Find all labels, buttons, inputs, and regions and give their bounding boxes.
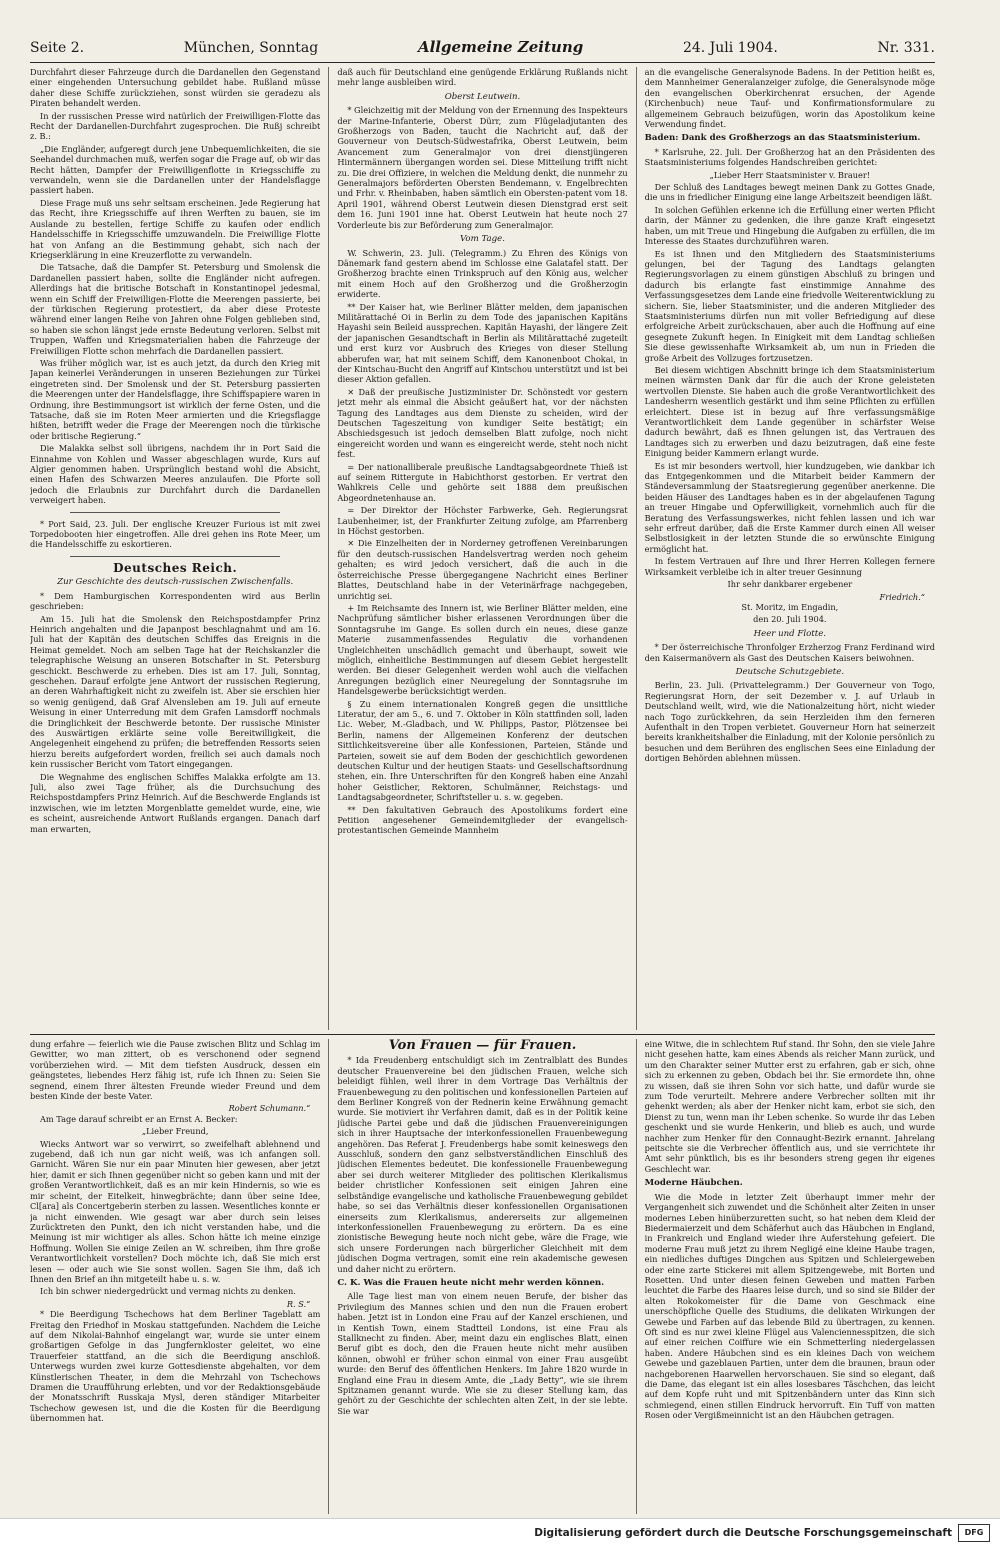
paragraph: In der russischen Presse wird natürlich der Freiwilligen-Flotte das Recht der Dardanellen-Durchfahrt zugesprochen. Die Rußj schreibt z. B.: (30, 110, 321, 142)
column-rule (328, 1039, 329, 1514)
letter-salutation: „Lieber Herr Staatsminister v. Brauer! (709, 169, 871, 180)
column-rule (636, 67, 637, 1030)
paragraph: ** Der Kaiser hat, wie Berliner Blätter melden, dem japanischen Militärattaché Oi in Berlin zu dem Tode des japanischen Kapitäns Hayashi sein Beileid aussprechen. Kapitän Hayashi, der längere Zeit der japanischen Gesandtschaft in Berlin als Militärattaché zugeteilt und erst kurz vor Ausbruch des Krieges von dieser Stellung abberufen war, hat mit seinem Schiff, dem Kanonenboot Chokai, in der Kintschau-Bucht den Angriff auf Kintschou unterstützt und ist bei dieser Aktion gefallen. (337, 301, 628, 385)
article-heading: Vom Tage. (460, 234, 505, 245)
article-heading: Oberst Leutwein. (444, 91, 521, 102)
place-date: München, Sonntag (183, 40, 319, 56)
paragraph: eine Witwe, die in schlechtem Ruf stand. Ihr Sohn, den sie viele Jahre nicht gesehen hatte, kam eines Abends als reicher Mann zurück, und um den Charakter seiner Mutter erst zu erfahren, gab er sich, ohne sich zu erkennen zu geben, Obdach bei ihr. Sie ermordete ihn, ohne zu wissen, daß sie ihren Sohn vor sich hatte, und dafür wurde sie zum Tode verurteilt. Mehrere andere Verbrecher sollten mit ihr gehenkt werden; als aber der Henker nicht kam, erbot sie sich, den Dienst zu tun, wenn man ihr Leben schenke. So wurde ihr das Leben geschenkt und sie wurde Henkerin, und blieb es auch, und wurde nachher zum Henker für den Connaught-Bezirk ernannt. Jahrelang peitschte sie die Verbrecher öffentlich aus, und sie verrichtete ihr Amt sehr pünktlich, bis es ihr besonders streng gegen ihr eigenes Geschlecht war. (644, 1039, 935, 1174)
divider (70, 556, 280, 557)
divider (70, 512, 280, 513)
letter-place: St. Moritz, im Engadin, (741, 601, 839, 612)
paragraph: Am 15. Juli hat die Smolensk den Reichspostdampfer Prinz Heinrich angehalten und die Japanpost beschlagnahmt und am 16. Juli hat der Kapitän des deutschen Schiffes das Ereignis in die Heimat gemeldet. Noch am selben Tage hat der Reichskanzler die telegraphische Weisung an unseren Botschafter in St. Petersburg geschickt. Beschwerde zu erheben. Dies ist am 17. Juli, Sonntag, geschehen. Darauf erfolgte jene Antwort der russischen Regierung, an deren Wahrhaftigkeit nicht zu zweifeln ist. Aber sie erschien hier so wenig genügend, daß Graf Alvensleben am 19. Juli auf erneute Weisung in einer Unterredung mit dem Grafen Lamsdorff nochmals die Dringlichkeit der Beschwerde betonte. Der russische Minister des Auswärtigen erklärte seine volle Bereitwilligkeit, die Angelegenheit eingehend zu prüfen; die betreffenden Ressorts seien hierzu bereits aufgefordert worden, freilich sei auch damals noch kein russischer Bericht vom Tatort eingegangen. (30, 613, 321, 770)
column-1 (30, 67, 320, 1030)
paragraph: Durchfahrt dieser Fahrzeuge durch die Dardanellen den Gegenstand einer eingehenden Untersuchung gebildet habe. Rußland müsse daher diese Schiffe zurückziehen, sonst würden sie geradezu als Piraten behandelt werden. (30, 67, 321, 109)
letter-closing: Ihr sehr dankbarer ergebener (727, 579, 853, 590)
paragraph: daß auch für Deutschland eine genügende Erklärung Rußlands nicht mehr lange ausbleiben wird. (337, 67, 628, 88)
paragraph: Diese Frage muß uns sehr seltsam erscheinen. Jede Regierung hat das Recht, ihre Kriegsschiffe auf ihren Werften zu bauen, sie im Auslande zu bestellen, fertige Schiffe zu kaufen oder endlich Handelsschiffe in Kriegsschiffe umzuwandeln. Die Freiwillige Flotte hat von Anfang an die Bestimmung gehabt, sich nach der Kriegserklärung in eine Kreuzerflotte zu verwandeln. (30, 197, 321, 260)
issue-number: Nr. 331. (877, 40, 935, 56)
newspaper-page (30, 38, 935, 1508)
paragraph: = Der nationalliberale preußische Landtagsabgeordnete Thieß ist auf seinem Rittergute in Habichthorst gestorben. Er vertrat den Wahlkreis Celle und gehörte seit 1888 dem preußischen Abgeordnetenhause an. (337, 461, 628, 503)
paragraph: Es ist mir besonders wertvoll, hier kundzugeben, wie dankbar ich das Entgegenkommen und die Mitarbeit beider Kammern der Ständeversammlung der Staatsregierung gegenüber anerkenne. Die beiden Häuser des Landtages haben es in der abgelaufenen Tagung an treuer Hingabe und Opferwilligkeit, vornehmlich auch für die Beratung des Verfassungswerkes, nicht fehlen lassen und ich war sehr erfreut darüber, daß die Erste Kammer durch einen All weiser Selbstlosigkeit in der letzten Stunde die so erwünschte Einigung ermöglicht hat. (644, 460, 935, 554)
feuilleton-column-2 (337, 1039, 627, 1514)
paragraph: In solchen Gefühlen erkenne ich die Erfüllung einer werten Pflicht darin, der Männer zu gedenken, die ihre ganze Kraft eingesetzt haben, um mit Treue und Hingebung die Aufgaben zu erfüllen, die im Interesse des Staates durchzuführen waren. (644, 204, 935, 247)
paragraph: = Der Direktor der Höchster Farbwerke, Geh. Regierungsrat Laubenheimer, ist, der Frankfurter Zeitung zufolge, am Pfarrenberg in Höchst gestorben. (337, 505, 628, 537)
paragraph: Die Wegnahme des englischen Schiffes Malakka erfolgte am 13. Juli, also zwei Tage früher, als die Durchsuchung des Reichspostdampfers Prinz Heinrich. Auf die Beschwerde Englands ist inzwischen, wie im letzten Morgenblatte gemeldet wurde, eine, wie es scheint, ausreichende Antwort Rußlands ergangen. Danach darf man erwarten, (30, 771, 321, 834)
paragraph: Berlin, 23. Juli. (Privattelegramm.) Der Gouverneur von Togo, Regierungsrat Horn, der seit Dezember v. J. auf Urlaub in Deutschland weilt, wird, wie die Nationalzeitung hört, nicht wieder nach Togo zurückkehren, da sein Herzleiden ihm den ferneren Aufenthalt in den Tropen verbietet. Gouverneur Horn hat seinerzeit bereits krankheitshalber die Einladung, mit der Kolonie persönlich zu besuchen und dem Berühren des englischen Sees eine Einladung der dortigen Behörden ablehnen müssen. (644, 680, 935, 764)
paragraph: Was früher möglich war, ist es auch jetzt, da durch den Krieg mit Japan keinerlei Veränderungen in unseren Beziehungen zur Türkei eingetreten sind. Der Smolensk und der St. Petersburg passierten die Meerengen unter der Handelsflagge, ihre Schiffspapiere waren in Ordnung, ihre Bestimmungsort ist wirklich der ferne Osten, und die Tatsache, daß sie im Roten Meer armierten und die Kriegsflagge hißten, betrifft weder die Frage der Meerengen noch die türkische oder britische Regierung.“ (30, 357, 321, 441)
page-number: Seite 2. (30, 40, 85, 56)
paragraph: * Ida Freudenberg entschuldigt sich im Zentralblatt des Bundes deutscher Frauenvereine bei den jüdischen Frauen, welche sich beleidigt fühlen, weil ihrer in dem Vortrage Das Verhältnis der Frauenbewegung zu den politischen und konfessionellen Parteien auf dem Berliner Kongreß von der Rednerin keine Erwähnung gemacht wurde. Sie motiviert ihr Verfahren damit, daß es in der Politik keine jüdische Partei gebe und daß die jüdischen Frauenvereinigungen sich in ihrer Hauptsache der interkonfessionellen Frauenbewegung angehören. Das Referat J. Freudenbergs habe somit keineswegs den Ausschluß, sondern den ganz selbstverständlichen Einschluß des jüdischen Elementes bedeutet. Die konfessionelle Frauenbewegung aber sei durch weiterer Mitglieder des politischen Klerikalismus beider christlicher Konfessionen seit einigen Jahren eine selbständige evangelische und katholische Frauenbewegung gebildet habe, so sei das Verhältnis dieser konfessionellen Organisationen einerseits zum Klerikalismus, andererseits zur allgemeinen interkonfessionellen Frauenbewegung zu erörtern. Da es eine zionistische Bewegung heute noch nicht gebe, wäre die Frage, wie sich unsere Forderungen nach bürgerlicher Gleichheit mit dem jüdischen Dogma vertragen, somit eine rein akademische gewesen und daher nicht zu erörtern. (337, 1055, 628, 1274)
feuilleton-column-3 (645, 1039, 935, 1514)
article-heading: Heer und Flotte. (753, 628, 827, 639)
article-heading: Moderne Häubchen. (644, 1178, 743, 1189)
paragraph: Die Tatsache, daß die Dampfer St. Petersburg und Smolensk die Dardanellen passiert haben, sollte die Engländer nicht aufregen. Allerdings hat die britische Botschaft in Konstantinopel jedesmal, wenn ein Schiff der Freiwilligen-Flotte die Meerengen passierte, bei der türkischen Regierung protestiert, da aber diese Proteste während einer langen Reihe von Jahren ohne Folgen geblieben sind, so haben sie schon längst jede ernste Bedeutung verloren. Selbst mit Truppen, Waffen und Kriegsmaterialien haben die Fahrzeuge der Freiwilligen Flotte schon mehrfach die Dardanellen passiert. (30, 262, 321, 356)
feuilleton-section (30, 1039, 935, 1514)
paragraph: W. Schwerin, 23. Juli. (Telegramm.) Zu Ehren des Königs von Dänemark fand gestern abend im Schlosse eine Galatafel statt. Der Großherzog brachte einen Trinkspruch auf den König aus, welcher mit einem Hoch auf den Großherzog und die Großherzogin erwiderte. (337, 247, 628, 300)
dfg-logo-icon: DFG (958, 1524, 990, 1542)
article-heading: C. K. Was die Frauen heute nicht mehr werden können. (337, 1277, 605, 1288)
signature: Friedrich.“ (879, 591, 925, 602)
paragraph: Alle Tage liest man von einem neuen Berufe, der bisher das Privilegium des Mannes schien und den nun die Frauen erobert haben. Jetzt ist in London eine Frau auf der Kanzel erschienen, und in Kentish Town, einem Stadtteil Londons, ist eine Frau als Stallknecht zu finden. Aber, meint dazu ein englisches Blatt, einen Beruf gibt es doch, den die Frauen heute nicht mehr ausüben können, obwohl er früher schon einmal von einer Frau ausgeübt wurde: den Beruf des öffentlichen Henkers. Im Jahre 1820 wurde in England eine Frau in diesem Amte, die „Lady Betty“, wie sie ihrem Spitznamen genannt wurde. Wie sie zu dieser Stellung kam, das gehört zu der Geschichte der schlechten alten Zeit, in der sie lebte. Sie war (337, 1291, 628, 1416)
paragraph: In festem Vertrauen auf Ihre und Ihrer Herren Kollegen fernere Wirksamkeit verbleibe ich in alter treuer Gesinnung (644, 556, 935, 577)
paragraph: ** Den fakultativen Gebrauch des Apostolikums fordert eine Petition angesehener Gemeindemitglieder der evangelisch-protestantischen Gemeinde Mannheim (337, 804, 628, 836)
letter-date: den 20. Juli 1904. (753, 614, 827, 625)
issue-date: 24. Juli 1904. (682, 40, 778, 56)
letter-salutation: „Lieber Freund, (141, 1126, 209, 1137)
paragraph: + Im Reichsamte des Innern ist, wie Berliner Blätter melden, eine Nachprüfung sämtlicher bisher erlassenen Verordnungen über die Sonntagsruhe im Gange. Es sollen durch ein neues, diese ganze Materie zusammenfassendes Regulativ die vorhandenen Ungleichheiten unschädlich gemacht und überhaupt, soweit wie möglich, einheitliche Bestimmungen auf diesem Gebiet hergestellt werden. Bei dieser Gelegenheit werden wohl auch die vielfachen Anregungen bezüglich einer Neuregelung der Sonntagsruhe im Handelsgewerbe berücksichtigt werden. (337, 602, 628, 697)
column-rule (328, 67, 329, 1030)
article-heading: Zur Geschichte des deutsch-russischen Zwischenfalls. (57, 577, 294, 588)
paragraph: Bei diesem wichtigen Abschnitt bringe ich dem Staatsministerium meinen wärmsten Dank dar für die auch der Krone geleisteten wertvollen Dienste. Sie haben auch die große Verantwortlichkeit des Landesherrn wesentlich gestärkt und ihm seine Pflichten zu erfüllen erleichtert. Diese ist in bezug auf Ihre verfassungsmäßige Verantwortlichkeit dem Lande gegenüber in schärfster Weise dadurch bewährt, daß es Ihnen gelungen ist, das Vertrauen des Landtages sich zu erwerben und dazu beizutragen, daß eine feste Einigung beider Kammern erlangt wurde. (644, 364, 935, 459)
paragraph: Wie die Mode in letzter Zeit überhaupt immer mehr der Vergangenheit sich zuwendet und die Schönheit alter Zeiten in unser modernes Leben hinüberzuretten sucht, so hat neben dem Kleid der Biedermaierzeit und dem Schäferhut auch das Häubchen in England, in Frankreich und England wieder ihre Auferstehung gefeiert. Die moderne Frau muß jetzt zu ihrem Negligé eine kleine Haube tragen, ein niedliches duftiges Dingchen aus Spitzen und Schleiergeweben oder eine zarte Stickerei mit allem Spitzengewebe, mit Borten und Rosetten. Und unter diesen feinen Geweben und matten Farben leuchtet die Farbe des Haares leise durch, und so sind sie Bilder der alten Rokokomeister für die Dame von Geschmack eine unerschöpfliche Quelle des Studiums, die delikaten Wirkungen der Gewebe und Farben auf das lebende Bild zu übertragen, zu kennen. Oft sind es nur zwei kleine Flügel aus Valenciennesspitzen, die sich auf einer reichen Coiffure wie ein Schmetterling niedergelassen haben. Andere Häubchen sind es ein kleines Dach von weichem Gewebe und gazeblauen Partien, unter dem die braunen, braun oder nachgeborenen Haarwellen hervorschauen. Sie sind so elegant, daß die Dame, das elegant ist ein alles losesbares Täschchen, das leicht auf dem Kopfe ruht und mit Spitzenbändern unter das Kinn sich schmiegend, einen stillen Eindruck hervorruft. Ein Tuff von matten Rosen oder Vergißmeinnicht ist an den Häubchen getragen. (644, 1191, 935, 1421)
page-header (30, 38, 935, 63)
feuilleton-rule (30, 1034, 935, 1035)
news-section (30, 67, 935, 1030)
article-heading: Baden: Dank des Großherzogs an das Staatsministerium. (644, 133, 921, 144)
paragraph: * Gleichzeitig mit der Meldung von der Ernennung des Inspekteurs der Marine-Infanterie, Oberst Dürr, zum Flügeladjutanten des Großherzogs von Baden, taucht die Nachricht auf, daß der Gouverneur von Deutsch-Südwestafrika, Oberst Leutwein, beim Avancement zum Generalmajor von drei dienstjüngeren Hintermännern übergangen worden sei. Diese Mitteilung trifft nicht zu. Die drei Offiziere, in welchen die Meldung denkt, die nunmehr zu Generalmajors beförderten Obersten Bendemann, v. Engelbrechten und Frhr. v. Rheinbaben, haben sämtlich ein Obersten-patent vom 18. April 1901, während Oberst Leutwein diesen Dienstgrad erst seit dem 16. Juni 1901 inne hat. Oberst Leutwein hat heute noch 27 Vorderleute bis zur Beförderung zum Generalmajor. (337, 105, 628, 230)
paragraph: § Zu einem internationalen Kongreß gegen die unsittliche Literatur, der am 5., 6. und 7. Oktober in Köln stattfinden soll, laden Lic. Weber, M.-Gladbach, und W. Philipps, Pastor, Plötzensee bei Berlin, namens der Allgemeinen Konferenz der deutschen Sittlichkeitsvereine über alle Konfessionen, Parteien, Stände und Parteien, soweit sie auf dem Boden der geschichtlich gewordenen deutschen Kultur und der heutigen Staats- und Gesellschaftsordnung stehen, ein. Ihre Unterschriften für den Kongreß haben eine Anzahl hoher Geistlicher, Rektoren, Schulmänner, Reichstags- und Landtagsabgeordneter, Schriftsteller u. s. w. gegeben. (337, 698, 628, 803)
paragraph: Am Tage darauf schreibt er an Ernst A. Becker: (40, 1113, 238, 1124)
paragraph: * Die Beerdigung Tschechows hat dem Berliner Tageblatt am Freitag den Friedhof in Moskau stattgefunden. Nachdem die Leiche auf dem Nikolai-Bahnhof eingelangt war, wurde sie unter einem großartigen Gefolge in das Jungfernkloster geleitet, wo eine Trauerfeier stattfand, an die sich die Beerdigung anschloß. Unterwegs wurden zwei kurze Gottesdienste abgehalten, vor dem Künstlerischen Theater, in dem die Mehrzahl von Tschechows Dramen die Uraufführung erlebten, und vor der Redaktionsgebäude der Monatsschrift Russkaja Mysl, deren ständiger Mitarbeiter Tschechow gewesen ist, und die die Kosten für die Beerdigung übernommen hat. (30, 1309, 321, 1424)
paragraph: Ich bin schwer niedergedrückt und vermag nichts zu denken. (40, 1286, 296, 1297)
feuilleton-column-1 (30, 1039, 320, 1514)
article-heading: Deutsche Schutzgebiete. (735, 666, 845, 677)
paragraph: Der Schluß des Landtages bewegt meinen Dank zu Gottes Gnade, die uns in friedlicher Einigung eine lange Arbeitszeit beendigen läßt. (644, 182, 935, 203)
funding-credit: Digitalisierung gefördert durch die Deutsche Forschungsgemeinschaft (534, 1526, 952, 1539)
paragraph: * Dem Hamburgischen Korrespondenten wird aus Berlin geschrieben: (30, 590, 321, 612)
signature: R. S.“ (286, 1298, 311, 1309)
signature: Robert Schumann.“ (228, 1103, 311, 1114)
paragraph: „Die Engländer, aufgeregt durch jene Unbequemlichkeiten, die sie Seehandel durchmachen muß, werfen sogar die Frage auf, ob wir das Recht hätten, Dampfer der Freiwilligenflotte in Kriegsschiffe zu verwandeln, wenn sie die Dardanellen unter der Handelsflagge passiert haben. (30, 143, 321, 196)
paragraph: * Der österreichische Thronfolger Erzherzog Franz Ferdinand wird den Kaisermanövern als Gast des Deutschen Kaisers beiwohnen. (644, 642, 935, 663)
paragraph: Die Malakka selbst soll übrigens, nachdem ihr in Port Said die Einnahme von Kohlen und Wasser abgeschlagen wurde, Kurs auf Algier genommen haben. Ursprünglich bestand wohl die Absicht, einen Hafen des Schwarzen Meeres anzulaufen. Die Pforte soll jedoch die Erlaubnis zur Durchfahrt durch die Dardanellen verweigert haben. (30, 443, 321, 506)
paragraph: Wiecks Antwort war so verwirrt, so zweifelhaft ablehnend und zugebend, daß ich nun gar nicht weiß, was ich anfangen soll. Garnicht. Wären Sie nur ein paar Minuten hier gewesen, aber jetzt hier, damit er sich Ihnen gegenüber nicht so geben kann und mit der großen Verantwortlichkeit, daß es an mir kein Hindernis, so wie es mir scheint, der Eitelkeit, hinwegbrächte; dann über seine Idee, Cl[ara] als Concertgeberin sterben zu lassen. Wesentliches konnte er ja nicht einwenden. Wie gesagt war aber durch sein leises Zurücktreten den Punkt, den ich nicht verstanden habe, und die Meinung ist mir wichtiger als alles. Schon hätte ich meine einzige Hoffnung. Wollen Sie einige Zeilen an W. schreiben, ihm Ihre große Verantwortlichkeit vorstellen? Doch möchte ich, daß Sie mich erst lesen — oder auch wie Sie sonst wollen. Sagen Sie ihm, daß ich Ihnen den Brief an ihn mitgeteilt habe u. s. w. (30, 1138, 321, 1284)
masthead: Allgemeine Zeitung (417, 38, 584, 56)
paragraph: ✕ Daß der preußische Justizminister Dr. Schönstedt vor gestern jetzt mehr als einmal die Absicht geäußert hat, vor der nächsten Tagung des Landtages aus dem Dienste zu scheiden, wird der Deutschen Tageszeitung von kundiger Seite bestätigt; ein Abschiedsgesuch ist jedoch demselben Blatt zufolge, noch nicht eingereicht worden und wann es eingereicht werde, steht noch nicht fest. (337, 386, 628, 460)
paragraph: * Port Said, 23. Juli. Der englische Kreuzer Furious ist mit zwei Torpedobooten hier eingetroffen. Alle drei gehen ins Rote Meer, um die Handelsschiffe zu eskortieren. (30, 518, 321, 550)
digitization-footer (0, 1518, 1000, 1546)
column-3 (645, 67, 935, 1030)
feuilleton-title: Von Frauen — für Frauen. (388, 1039, 577, 1053)
paragraph: an die evangelische Generalsynode Badens. In der Petition heißt es, dem Mannheimer Generalanzeiger zufolge, die Generalsynode möge den evangelischen Oberkirchenrat ersuchen, der Agende (Kirchenbuch) neue Tauf- und Konfirmationsformulare zu allgemeinem Gebrauch beizufügen, worin das Apostolikum keine Verwendung findet. (644, 67, 935, 130)
paragraph: Es ist Ihnen und den Mitgliedern des Staatsministeriums gelungen, bei der Tagung des Landtags gelangten Regierungsvorlagen zu einem günstigen Abschluß zu bringen und dadurch bis erlangte fast einstimmige Annahme des Verfassungsgesetzes dem Lande eine friedvolle Weiterentwicklung zu sichern. Sie, lieber Staatsminister, und die anderen Mitglieder des Staatsministeriums dürfen nun mit voller Befriedigung auf diese erfolgreiche Arbeit zurückschauen, aber auch die Hoffnung auf eine gesegnete Zukunft hegen. In Einigkeit mit dem Landtag schließen Sie diese gewissenhafte Wirksamkeit ab, um nun in Frieden die große Arbeit des Vollzuges fortzusetzen. (644, 248, 935, 363)
paragraph: * Karlsruhe, 22. Juli. Der Großherzog hat an den Präsidenten des Staatsministeriums folgendes Handschreiben gerichtet: (644, 146, 935, 168)
section-title: Deutsches Reich. (113, 560, 238, 575)
paragraph: ✕ Die Einzelheiten der in Norderney getroffenen Vereinbarungen für den deutsch-russischen Handelsvertrag werden noch geheim gehalten; es wird jedoch versichert, daß die auch in die österreichische Presse übergegangene Nachricht eines Berliner Blattes, Deutschland habe in der Veterinärfrage nachgegeben, unrichtig sei. (337, 538, 628, 601)
paragraph: dung erfahre — feierlich wie die Pause zwischen Blitz und Schlag im Gewitter, wo man zittert, ob es verschonend oder segnend vorüberziehen wird. — Mit dem tiefsten Ausdruck, dessen ein geängstetes, liebendes Herz fähig ist, rufe ich Ihnen zu: Seien Sie segnend, einem Ihrer ältesten Freunde wieder Freund und dem besten Kinde der beste Vater. (30, 1039, 321, 1102)
column-2 (337, 67, 627, 1030)
column-rule (636, 1039, 637, 1514)
